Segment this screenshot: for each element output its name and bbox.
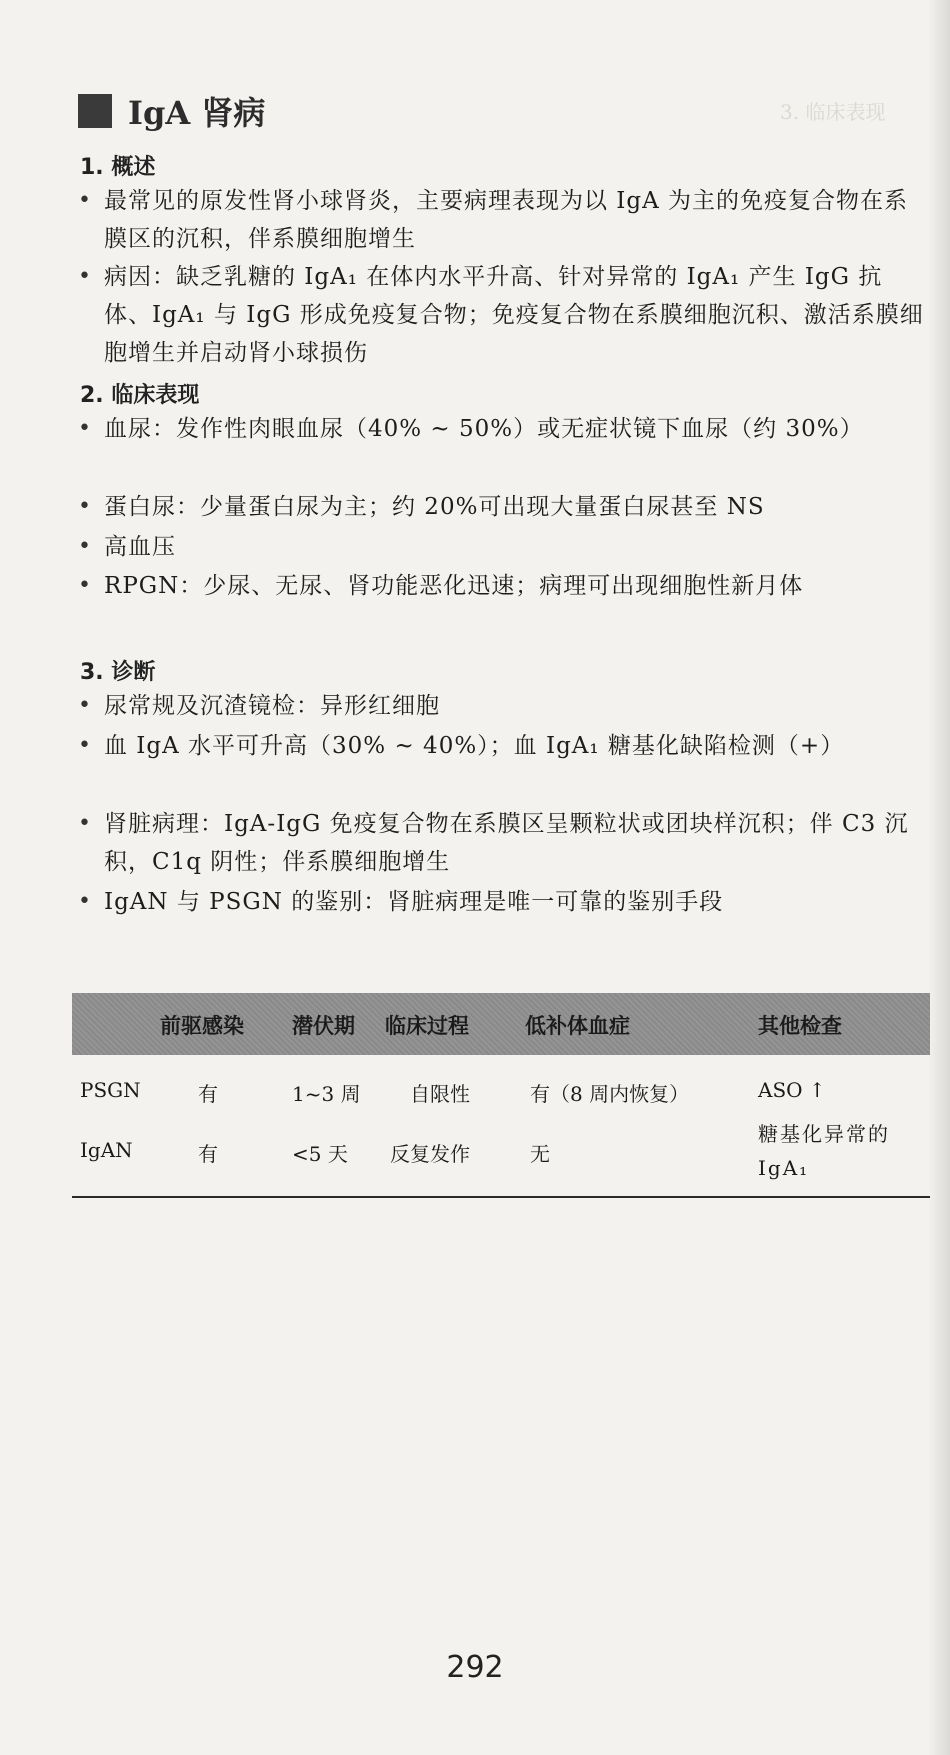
table-cell: 1~3 周: [292, 1082, 361, 1106]
table-cell: 无: [530, 1142, 550, 1166]
bullet-item: • 蛋白尿：少量蛋白尿为主；约 20%可出现大量蛋白尿甚至 NS: [78, 488, 930, 526]
section-title: [78, 88, 265, 134]
bullet-item: • 血尿：发作性肉眼血尿（40% ~ 50%）或无症状镜下血尿（约 30%）: [78, 410, 930, 448]
bullet-icon: •: [78, 693, 92, 718]
table-cell: 有（8 周内恢复）: [530, 1082, 690, 1106]
bullet-item: • IgAN 与 PSGN 的鉴别：肾脏病理是唯一可靠的鉴别手段: [78, 883, 930, 921]
bullet-icon: •: [78, 264, 92, 289]
table-cell: 自限性: [410, 1082, 470, 1106]
table-bottom-rule: [72, 1196, 930, 1198]
bullet-item: • 肾脏病理：IgA-IgG 免疫复合物在系膜区呈颗粒状或团块样沉积；伴 C3 沉积，C1q 阴性；伴系膜细胞增生: [78, 805, 930, 881]
table-cell: 反复发作: [390, 1142, 470, 1166]
table-row-label: IgAN: [80, 1138, 133, 1162]
page-edge-shadow: [928, 0, 950, 1755]
bullet-icon: •: [78, 889, 92, 914]
table-header-cell: 低补体血症: [525, 1014, 630, 1038]
table-header-cell: 其他检查: [758, 1014, 842, 1038]
table-cell: 糖基化异常的 IgA₁: [758, 1122, 890, 1180]
bullet-icon: •: [78, 811, 92, 836]
table-row-label: PSGN: [80, 1078, 141, 1102]
heading-overview: 1. 概述: [80, 155, 156, 180]
bullet-icon: •: [78, 494, 92, 519]
heading-clinical: 2. 临床表现: [80, 383, 200, 408]
bullet-item: • 最常见的原发性肾小球肾炎，主要病理表现为以 IgA 为主的免疫复合物在系膜区的沉积，伴系膜细胞增生: [78, 182, 930, 258]
bleed-through-text: 3. 临床表现: [780, 100, 886, 124]
title-text: IgA 肾病: [128, 94, 266, 132]
table-cell: 有: [198, 1082, 218, 1106]
title-square-icon: [78, 94, 112, 128]
table-cell: <5 天: [292, 1142, 348, 1166]
table-cell: ASO ↑: [758, 1078, 826, 1102]
bullet-item: • 病因：缺乏乳糖的 IgA₁ 在体内水平升高、针对异常的 IgA₁ 产生 IgG 抗体、IgA₁ 与 IgG 形成免疫复合物；免疫复合物在系膜细胞沉积、激活系膜细胞增生并启动肾小球损伤: [78, 258, 930, 372]
page-number: 292: [446, 1650, 504, 1685]
bullet-item: • RPGN：少尿、无尿、肾功能恶化迅速；病理可出现细胞性新月体: [78, 567, 930, 605]
heading-diagnosis: 3. 诊断: [80, 660, 156, 685]
bullet-icon: •: [78, 573, 92, 598]
table-header-cell: 前驱感染: [160, 1014, 244, 1038]
bullet-item: • 尿常规及沉渣镜检：异形红细胞: [78, 687, 930, 725]
bullet-icon: •: [78, 416, 92, 441]
bullet-icon: •: [78, 188, 92, 213]
table-header-cell: 潜伏期: [292, 1014, 355, 1038]
bullet-icon: •: [78, 733, 92, 758]
bullet-icon: •: [78, 534, 92, 559]
table-cell: 有: [198, 1142, 218, 1166]
bullet-item: • 高血压: [78, 528, 930, 566]
bullet-item: • 血 IgA 水平可升高（30% ~ 40%）；血 IgA₁ 糖基化缺陷检测（+）: [78, 727, 930, 765]
table-header-cell: 临床过程: [385, 1014, 469, 1038]
